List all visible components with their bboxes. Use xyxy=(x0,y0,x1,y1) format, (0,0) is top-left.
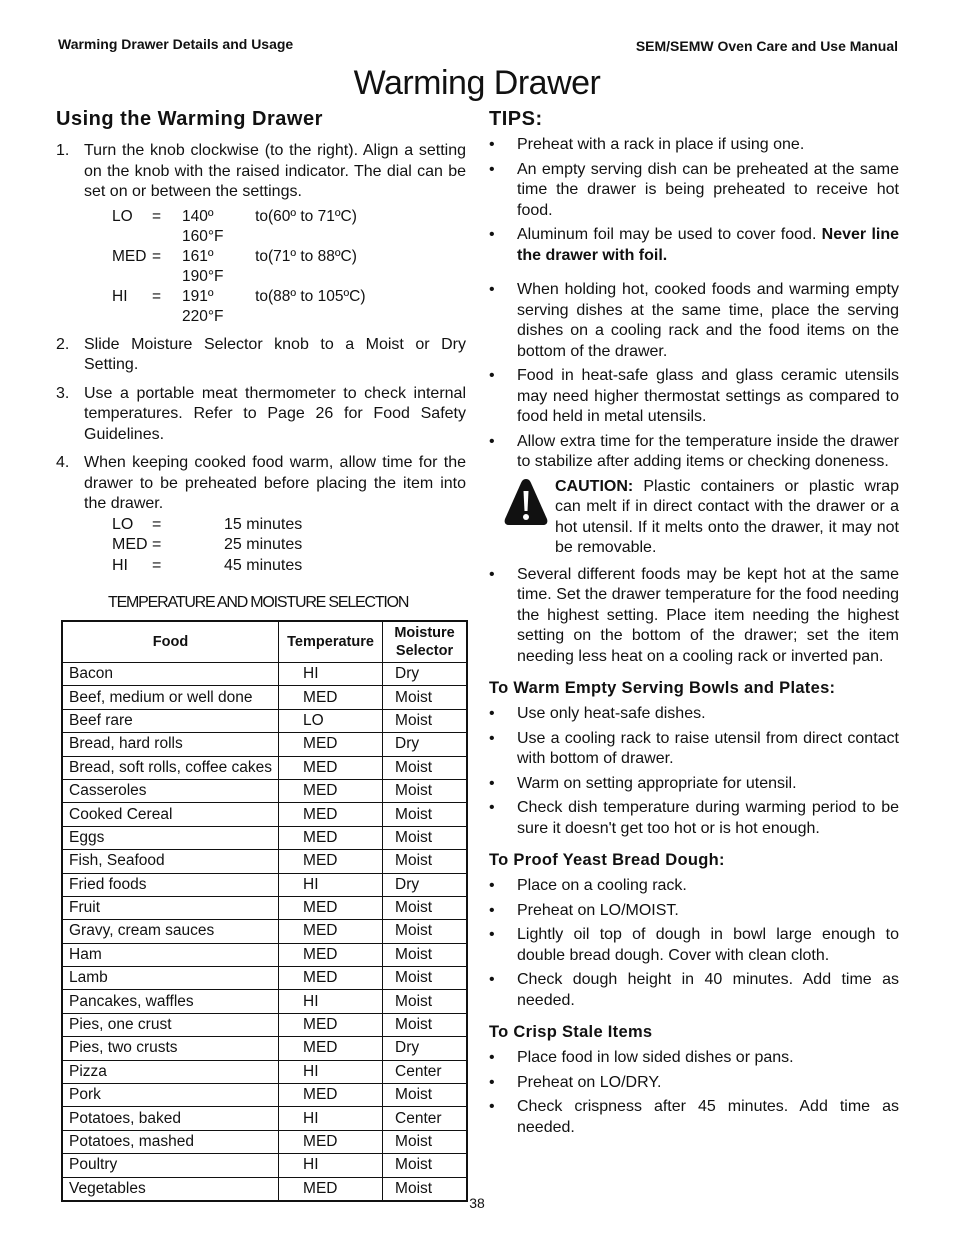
temperature-cell: MED xyxy=(279,1037,383,1060)
item-text: Warm on setting appropriate for utensil. xyxy=(517,774,797,792)
proof-item xyxy=(489,970,899,1011)
food-cell: Bread, hard rolls xyxy=(62,733,279,756)
bullet-icon: • xyxy=(489,729,495,747)
item-text: Use a cooling rack to raise utensil from direct contact with bottom of drawer. xyxy=(517,729,899,767)
step-1 xyxy=(56,141,466,327)
moisture-cell: Moist xyxy=(383,686,467,709)
moisture-cell: Moist xyxy=(383,1130,467,1153)
bullet-icon: • xyxy=(489,160,495,178)
tips-list-a xyxy=(489,135,899,473)
setting-level: HI xyxy=(112,287,128,305)
food-cell: Pancakes, waffles xyxy=(62,990,279,1013)
item-text: Use only heat-safe dishes. xyxy=(517,705,706,722)
step-text: Use a portable meat thermometer to check internal temperatures. Refer to Page 26 for Food Safety Guidelines. xyxy=(84,384,466,443)
food-cell: Ham xyxy=(62,943,279,966)
tip-text: Several different foods may be kept hot at the same time. Set the drawer temperature for the food needing the highest setting. Place item needing the highest setting on the bottom of the drawer; set the item needing less heat on a cooling rack or inverted pan. xyxy=(517,565,899,665)
item-text: Preheat on LO/MOIST. xyxy=(517,901,679,919)
food-cell: Fruit xyxy=(62,896,279,919)
bullet-icon: • xyxy=(489,926,495,943)
bowls-item xyxy=(489,704,899,725)
proof-item xyxy=(489,901,899,922)
food-cell: Beef rare xyxy=(62,709,279,732)
header-section-title: Warming Drawer Details and Usage xyxy=(58,36,294,52)
food-cell: Eggs xyxy=(62,826,279,849)
temperature-cell: HI xyxy=(279,873,383,896)
food-cell: Bacon xyxy=(62,663,279,686)
temperature-cell: MED xyxy=(279,686,383,709)
bowls-heading: To Warm Empty Serving Bowls and Plates: xyxy=(489,679,836,697)
food-cell: Cooked Cereal xyxy=(62,803,279,826)
tip-item xyxy=(489,366,899,428)
step-text: Turn the knob clockwise (to the right). Align a setting on the knob with the raised indicator. The dial can be set on or between the settings. xyxy=(84,142,466,200)
tip-item xyxy=(489,432,899,473)
temperature-cell: MED xyxy=(279,756,383,779)
table-row xyxy=(62,779,467,802)
proof-list xyxy=(489,876,899,1011)
temperature-cell: MED xyxy=(279,733,383,756)
col-header-food: Food xyxy=(62,621,279,663)
setting-c: (60º to 71ºC) xyxy=(268,207,357,225)
moisture-cell: Moist xyxy=(383,896,467,919)
moisture-cell: Moist xyxy=(383,709,467,732)
table-row xyxy=(62,850,467,873)
caution-text: Plastic containers or plastic wrap can melt if in direct contact with the drawer or a hot utensil. If it melts onto the drawer, it may not be removable. xyxy=(555,477,899,556)
food-cell: Poultry xyxy=(62,1154,279,1177)
tips-heading: TIPS: xyxy=(489,108,543,130)
moisture-cell: Moist xyxy=(383,850,467,873)
table-row xyxy=(62,756,467,779)
moisture-cell: Moist xyxy=(383,803,467,826)
step-4 xyxy=(56,453,466,576)
table-row xyxy=(62,1037,467,1060)
item-text: Place on a cooling rack. xyxy=(517,877,687,894)
food-cell: Lamb xyxy=(62,967,279,990)
moisture-cell: Dry xyxy=(383,873,467,896)
time-value: 25 minutes xyxy=(224,536,303,553)
temperature-cell: MED xyxy=(279,1084,383,1107)
temperature-cell: HI xyxy=(279,1107,383,1130)
bullet-icon: • xyxy=(489,281,495,298)
food-cell: Pizza xyxy=(62,1060,279,1083)
temperature-cell: MED xyxy=(279,803,383,826)
steps-list xyxy=(56,141,466,576)
table-row xyxy=(62,990,467,1013)
moisture-cell: Moist xyxy=(383,756,467,779)
food-cell: Pork xyxy=(62,1084,279,1107)
moisture-cell: Moist xyxy=(383,826,467,849)
item-text: Check crispness after 45 minutes. Add time as needed. xyxy=(517,1098,899,1136)
food-cell: Pies, two crusts xyxy=(62,1037,279,1060)
proof-item xyxy=(489,876,899,897)
table-row xyxy=(62,1060,467,1083)
tip-text: Allow extra time for the temperature inside the drawer to stabilize after adding items or checking doneness. xyxy=(517,432,899,470)
tips-list-c xyxy=(489,565,899,668)
bullet-icon: • xyxy=(489,565,495,583)
food-cell: Casseroles xyxy=(62,779,279,802)
bullet-icon: • xyxy=(489,1073,495,1091)
setting-f: 191º to 220°F xyxy=(182,287,268,325)
time-level: HI xyxy=(112,556,128,574)
time-eq: = xyxy=(152,515,162,533)
table-row xyxy=(62,967,467,990)
setting-eq: = xyxy=(152,207,162,225)
step-number: 3. xyxy=(56,384,70,402)
temperature-cell: HI xyxy=(279,1060,383,1083)
crisp-heading: To Crisp Stale Items xyxy=(489,1023,653,1041)
moisture-cell: Dry xyxy=(383,1037,467,1060)
time-eq: = xyxy=(152,536,162,553)
col-header-temperature: Temperature xyxy=(279,621,383,663)
bullet-icon: • xyxy=(489,226,495,243)
bullet-icon: • xyxy=(489,705,495,722)
bullet-icon: • xyxy=(489,799,495,816)
item-text: Check dish temperature during warming period to be sure it doesn't get too hot or is hot enough. xyxy=(517,799,899,837)
table-caption: TEMPERATURE AND MOISTURE SELECTION xyxy=(108,594,409,611)
table-body xyxy=(62,663,467,1201)
time-value: 15 minutes xyxy=(224,515,303,533)
tip-item xyxy=(489,160,899,222)
step-text: When keeping cooked food warm, allow time for the drawer to be preheated before placing the item into the drawer. xyxy=(84,454,466,512)
moisture-cell: Moist xyxy=(383,1013,467,1036)
crisp-list xyxy=(489,1048,899,1138)
bowls-item xyxy=(489,774,899,795)
setting-level: MED xyxy=(112,247,147,265)
col-header-moisture: Moisture Selector xyxy=(383,621,467,663)
tip-item xyxy=(489,280,899,362)
table-row xyxy=(62,1130,467,1153)
temperature-moisture-table xyxy=(61,620,468,1202)
caution-label: CAUTION: xyxy=(555,477,634,495)
table-row xyxy=(62,803,467,826)
temperature-cell: MED xyxy=(279,920,383,943)
setting-c: (88º to 105ºC) xyxy=(268,287,366,305)
setting-c: (71º to 88ºC) xyxy=(268,247,357,265)
settings-table xyxy=(112,207,466,327)
temperature-cell: LO xyxy=(279,709,383,732)
tip-item xyxy=(489,135,899,156)
page-number: 38 xyxy=(469,1195,485,1211)
step-number: 2. xyxy=(56,335,70,353)
time-value: 45 minutes xyxy=(224,556,303,574)
moisture-cell: Moist xyxy=(383,779,467,802)
preheat-times-table xyxy=(112,515,466,577)
food-cell: Bread, soft rolls, coffee cakes xyxy=(62,756,279,779)
moisture-cell: Moist xyxy=(383,920,467,943)
right-column xyxy=(489,108,899,1142)
setting-f: 140º to 160°F xyxy=(182,207,268,245)
temperature-cell: HI xyxy=(279,1154,383,1177)
step-number: 4. xyxy=(56,454,70,471)
tip-text: When holding hot, cooked foods and warming empty serving dishes at the same time, place the serving dishes on a cooling rack and the food items on the bottom of the drawer. xyxy=(517,281,899,360)
temperature-cell: MED xyxy=(279,967,383,990)
food-cell: Vegetables xyxy=(62,1177,279,1201)
setting-f: 161º to 190°F xyxy=(182,247,268,285)
tip-text: Preheat with a rack in place if using one. xyxy=(517,136,805,153)
item-text: Check dough height in 40 minutes. Add time as needed. xyxy=(517,971,899,1009)
time-eq: = xyxy=(152,556,162,574)
food-cell: Pies, one crust xyxy=(62,1013,279,1036)
step-number: 1. xyxy=(56,142,70,159)
tip-text: Food in heat-safe glass and glass ceramic utensils may need higher thermostat settings as compared to food held in metal utensils. xyxy=(517,367,899,425)
setting-level: LO xyxy=(112,207,133,225)
bowls-item xyxy=(489,798,899,839)
foil-warning: Never line the drawer with foil. xyxy=(517,226,899,264)
food-cell: Fish, Seafood xyxy=(62,850,279,873)
using-heading: Using the Warming Drawer xyxy=(56,108,323,130)
temperature-cell: HI xyxy=(279,990,383,1013)
table-row xyxy=(62,1013,467,1036)
proof-item xyxy=(489,925,899,966)
bullet-icon: • xyxy=(489,971,495,988)
table-row xyxy=(62,896,467,919)
temperature-cell: MED xyxy=(279,896,383,919)
table-row xyxy=(62,826,467,849)
moisture-cell: Center xyxy=(383,1107,467,1130)
bullet-icon: • xyxy=(489,367,495,384)
table-header-row xyxy=(62,621,467,663)
tip-item-foil xyxy=(489,225,899,266)
bullet-icon: • xyxy=(489,877,495,894)
moisture-cell: Moist xyxy=(383,967,467,990)
bullet-icon: • xyxy=(489,1049,495,1066)
moisture-cell: Moist xyxy=(383,1177,467,1201)
page-title: Warming Drawer xyxy=(353,64,601,102)
table-row xyxy=(62,709,467,732)
bullet-icon: • xyxy=(489,1098,495,1115)
temperature-cell: MED xyxy=(279,1177,383,1201)
setting-eq: = xyxy=(152,287,162,305)
bullet-icon: • xyxy=(489,432,495,450)
table-row xyxy=(62,873,467,896)
temperature-cell: MED xyxy=(279,850,383,873)
crisp-item xyxy=(489,1097,899,1138)
temperature-cell: MED xyxy=(279,779,383,802)
temperature-cell: MED xyxy=(279,943,383,966)
crisp-item xyxy=(489,1073,899,1094)
bowls-list xyxy=(489,704,899,839)
setting-eq: = xyxy=(152,247,162,265)
temperature-cell: HI xyxy=(279,663,383,686)
temperature-cell: MED xyxy=(279,1130,383,1153)
moisture-cell: Moist xyxy=(383,990,467,1013)
bullet-icon: • xyxy=(489,901,495,919)
food-cell: Potatoes, baked xyxy=(62,1107,279,1130)
table-row xyxy=(62,1154,467,1177)
food-cell: Fried foods xyxy=(62,873,279,896)
temperature-cell: MED xyxy=(279,826,383,849)
step-text: Slide Moisture Selector knob to a Moist or Dry Setting. xyxy=(84,335,466,373)
crisp-item xyxy=(489,1048,899,1069)
moisture-cell: Dry xyxy=(383,663,467,686)
item-text: Preheat on LO/DRY. xyxy=(517,1073,662,1091)
bullet-icon: • xyxy=(489,136,495,153)
item-text: Lightly oil top of dough in bowl large enough to double bread dough. Cover with clean cloth. xyxy=(517,926,899,964)
left-column xyxy=(56,108,466,1202)
time-level: MED xyxy=(112,536,148,553)
food-cell: Gravy, cream sauces xyxy=(62,920,279,943)
item-text: Place food in low sided dishes or pans. xyxy=(517,1049,794,1066)
table-row xyxy=(62,686,467,709)
table-row xyxy=(62,733,467,756)
moisture-cell: Dry xyxy=(383,733,467,756)
tip-text: An empty serving dish can be preheated at the same time the drawer is being preheated to receive hot food. xyxy=(517,160,899,219)
time-level: LO xyxy=(112,515,134,533)
bullet-icon: • xyxy=(489,774,495,792)
bowls-item xyxy=(489,729,899,770)
moisture-cell: Moist xyxy=(383,1084,467,1107)
moisture-cell: Moist xyxy=(383,1154,467,1177)
table-row xyxy=(62,663,467,686)
moisture-cell: Moist xyxy=(383,943,467,966)
temperature-cell: MED xyxy=(279,1013,383,1036)
table-row xyxy=(62,1084,467,1107)
header-manual-title: SEM/SEMW Oven Care and Use Manual xyxy=(635,38,898,54)
tip-item xyxy=(489,565,899,668)
moisture-cell: Center xyxy=(383,1060,467,1083)
tip-text: Aluminum foil may be used to cover food. xyxy=(517,226,822,243)
table-row xyxy=(62,943,467,966)
caution-note xyxy=(489,477,899,559)
proof-heading: To Proof Yeast Bread Dough: xyxy=(489,851,725,869)
food-cell: Potatoes, mashed xyxy=(62,1130,279,1153)
table-row xyxy=(62,920,467,943)
warning-icon xyxy=(503,477,549,527)
food-cell: Beef, medium or well done xyxy=(62,686,279,709)
step-2 xyxy=(56,335,466,376)
step-3 xyxy=(56,384,466,446)
table-row xyxy=(62,1107,467,1130)
